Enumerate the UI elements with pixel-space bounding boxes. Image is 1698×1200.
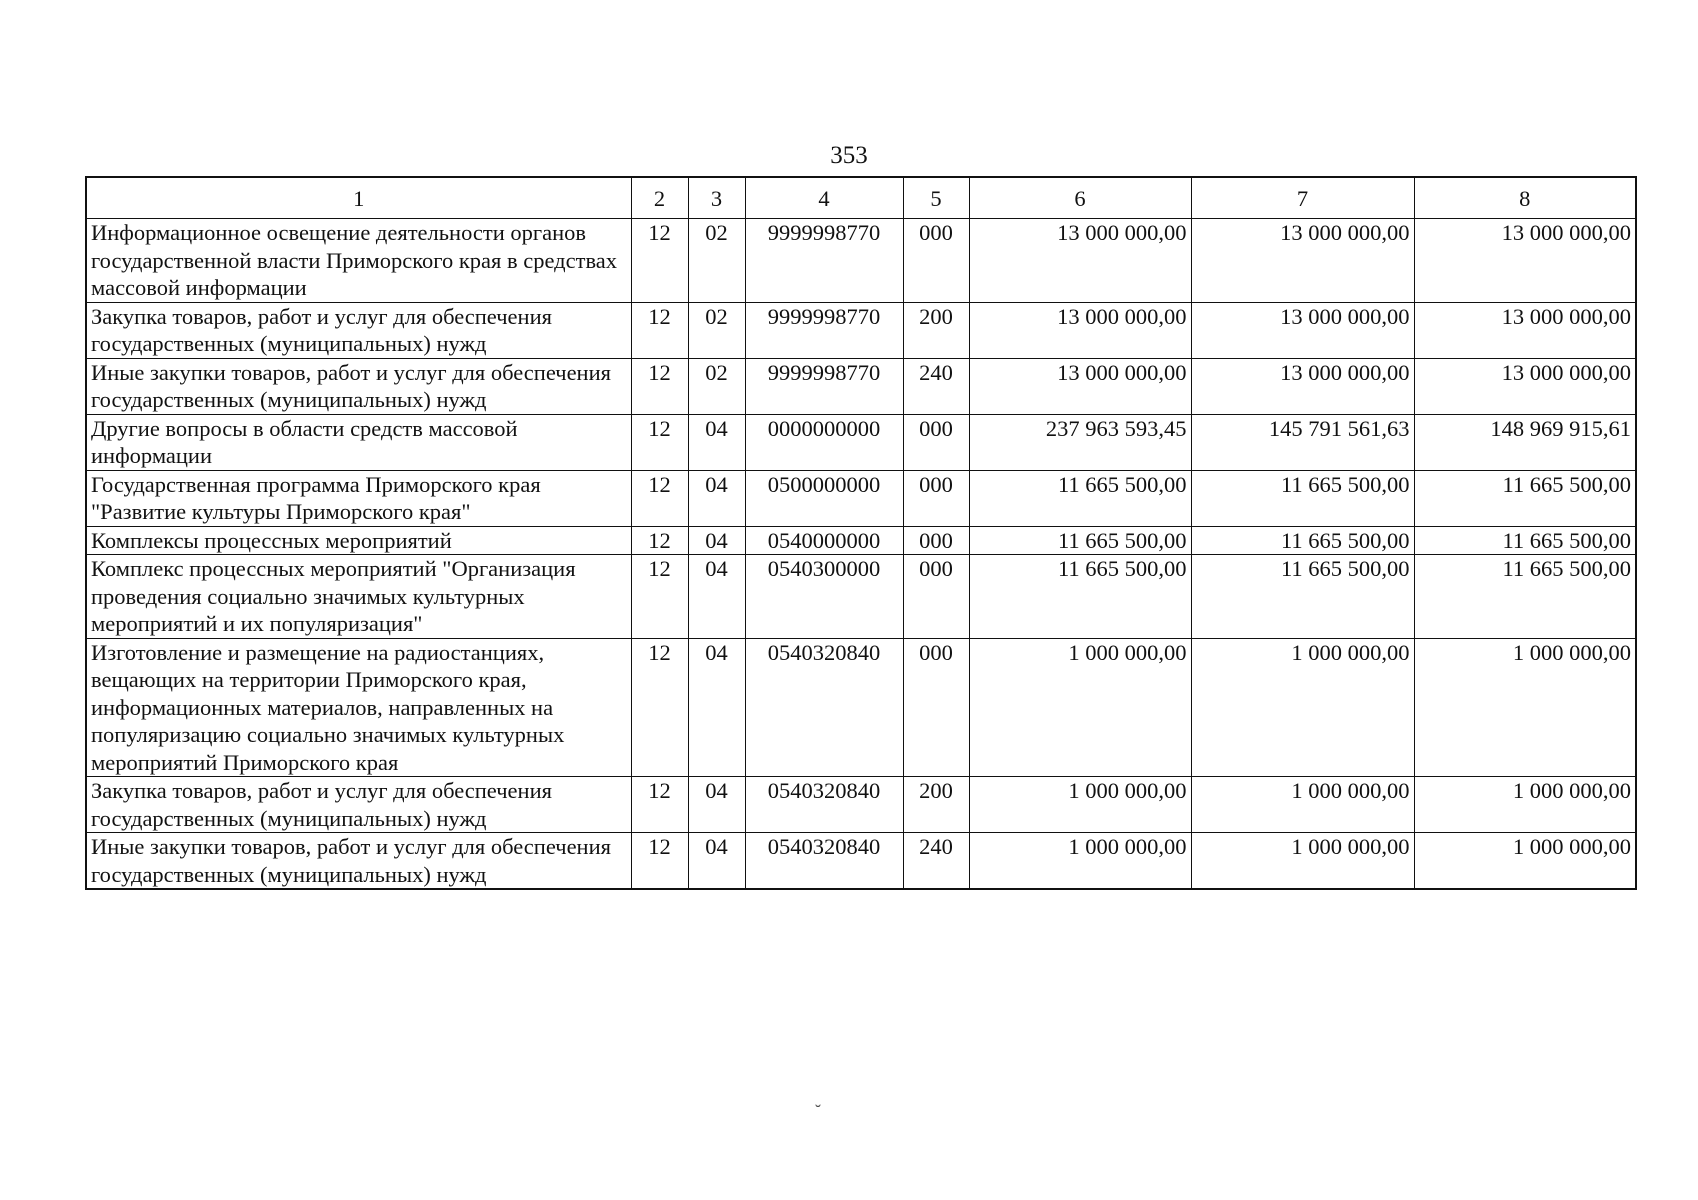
table-row [86, 414, 1636, 470]
row-amount-col7: 11 665 500,00 [1191, 526, 1414, 555]
row-amount-col6: 1 000 000,00 [969, 833, 1191, 890]
row-code-subsection: 04 [688, 470, 745, 526]
row-name: Изготовление и размещение на радиостанциях, вещающих на территории Приморского края, информационных материалов, направленных на популяризацию социально значимых культурных мероприятий Приморского края [86, 638, 631, 777]
row-amount-col6: 13 000 000,00 [969, 358, 1191, 414]
row-code-section: 12 [631, 833, 688, 890]
row-code-target: 9999998770 [745, 219, 903, 303]
row-code-section: 12 [631, 638, 688, 777]
row-amount-col8: 148 969 915,61 [1414, 414, 1636, 470]
table-row [86, 219, 1636, 303]
row-code-section: 12 [631, 358, 688, 414]
row-amount-col7: 13 000 000,00 [1191, 219, 1414, 303]
row-code-expense-type: 000 [903, 414, 969, 470]
row-amount-col6: 11 665 500,00 [969, 555, 1191, 639]
table-row [86, 302, 1636, 358]
row-code-expense-type: 000 [903, 470, 969, 526]
row-code-subsection: 02 [688, 358, 745, 414]
row-amount-col7: 1 000 000,00 [1191, 833, 1414, 890]
table-row [86, 470, 1636, 526]
row-code-section: 12 [631, 777, 688, 833]
column-header: 3 [688, 177, 745, 219]
row-code-target: 0540000000 [745, 526, 903, 555]
row-amount-col8: 13 000 000,00 [1414, 358, 1636, 414]
row-name: Комплекс процессных мероприятий "Организация проведения социально значимых культурных мероприятий и их популяризация" [86, 555, 631, 639]
budget-table [85, 176, 1637, 890]
row-amount-col7: 13 000 000,00 [1191, 302, 1414, 358]
row-code-section: 12 [631, 526, 688, 555]
row-amount-col8: 1 000 000,00 [1414, 833, 1636, 890]
row-code-target: 0540300000 [745, 555, 903, 639]
row-code-target: 9999998770 [745, 358, 903, 414]
row-name: Информационное освещение деятельности органов государственной власти Приморского края в средствах массовой информации [86, 219, 631, 303]
row-code-section: 12 [631, 470, 688, 526]
row-code-expense-type: 000 [903, 219, 969, 303]
row-code-target: 0540320840 [745, 638, 903, 777]
row-amount-col6: 1 000 000,00 [969, 638, 1191, 777]
row-name: Иные закупки товаров, работ и услуг для обеспечения государственных (муниципальных) нужд [86, 358, 631, 414]
row-amount-col8: 1 000 000,00 [1414, 777, 1636, 833]
row-amount-col6: 11 665 500,00 [969, 526, 1191, 555]
table-row [86, 526, 1636, 555]
row-code-target: 0000000000 [745, 414, 903, 470]
row-amount-col8: 13 000 000,00 [1414, 302, 1636, 358]
row-code-subsection: 02 [688, 302, 745, 358]
row-code-section: 12 [631, 219, 688, 303]
column-header: 2 [631, 177, 688, 219]
row-amount-col6: 13 000 000,00 [969, 302, 1191, 358]
row-name: Закупка товаров, работ и услуг для обеспечения государственных (муниципальных) нужд [86, 777, 631, 833]
column-header: 4 [745, 177, 903, 219]
row-code-expense-type: 200 [903, 777, 969, 833]
row-code-expense-type: 240 [903, 358, 969, 414]
scan-speck: ˘ [815, 1101, 821, 1121]
column-header: 7 [1191, 177, 1414, 219]
row-amount-col8: 11 665 500,00 [1414, 470, 1636, 526]
row-code-expense-type: 000 [903, 555, 969, 639]
row-amount-col7: 11 665 500,00 [1191, 555, 1414, 639]
table-row [86, 358, 1636, 414]
row-code-subsection: 04 [688, 638, 745, 777]
row-code-expense-type: 000 [903, 526, 969, 555]
row-code-section: 12 [631, 302, 688, 358]
row-amount-col8: 1 000 000,00 [1414, 638, 1636, 777]
row-code-expense-type: 000 [903, 638, 969, 777]
row-name: Комплексы процессных мероприятий [86, 526, 631, 555]
row-code-subsection: 04 [688, 777, 745, 833]
column-header: 8 [1414, 177, 1636, 219]
row-amount-col8: 11 665 500,00 [1414, 555, 1636, 639]
column-header: 6 [969, 177, 1191, 219]
row-amount-col6: 11 665 500,00 [969, 470, 1191, 526]
row-code-target: 9999998770 [745, 302, 903, 358]
table-row [86, 777, 1636, 833]
table-row [86, 638, 1636, 777]
page-number: 353 [830, 142, 868, 169]
row-name: Закупка товаров, работ и услуг для обеспечения государственных (муниципальных) нужд [86, 302, 631, 358]
row-amount-col7: 145 791 561,63 [1191, 414, 1414, 470]
table-row [86, 833, 1636, 890]
column-header: 5 [903, 177, 969, 219]
row-amount-col6: 1 000 000,00 [969, 777, 1191, 833]
row-amount-col8: 11 665 500,00 [1414, 526, 1636, 555]
row-code-subsection: 04 [688, 526, 745, 555]
row-amount-col7: 13 000 000,00 [1191, 358, 1414, 414]
row-code-subsection: 02 [688, 219, 745, 303]
row-code-target: 0540320840 [745, 833, 903, 890]
row-code-expense-type: 200 [903, 302, 969, 358]
column-header: 1 [86, 177, 631, 219]
row-amount-col8: 13 000 000,00 [1414, 219, 1636, 303]
row-code-subsection: 04 [688, 414, 745, 470]
header-row [86, 177, 1636, 219]
row-amount-col7: 1 000 000,00 [1191, 777, 1414, 833]
row-code-section: 12 [631, 555, 688, 639]
row-code-subsection: 04 [688, 833, 745, 890]
row-name: Государственная программа Приморского края "Развитие культуры Приморского края" [86, 470, 631, 526]
row-code-target: 0500000000 [745, 470, 903, 526]
row-code-section: 12 [631, 414, 688, 470]
row-amount-col6: 13 000 000,00 [969, 219, 1191, 303]
row-code-subsection: 04 [688, 555, 745, 639]
row-amount-col7: 1 000 000,00 [1191, 638, 1414, 777]
table-row [86, 555, 1636, 639]
row-name: Другие вопросы в области средств массовой информации [86, 414, 631, 470]
row-amount-col6: 237 963 593,45 [969, 414, 1191, 470]
row-code-expense-type: 240 [903, 833, 969, 890]
row-amount-col7: 11 665 500,00 [1191, 470, 1414, 526]
row-name: Иные закупки товаров, работ и услуг для обеспечения государственных (муниципальных) нужд [86, 833, 631, 890]
row-code-target: 0540320840 [745, 777, 903, 833]
